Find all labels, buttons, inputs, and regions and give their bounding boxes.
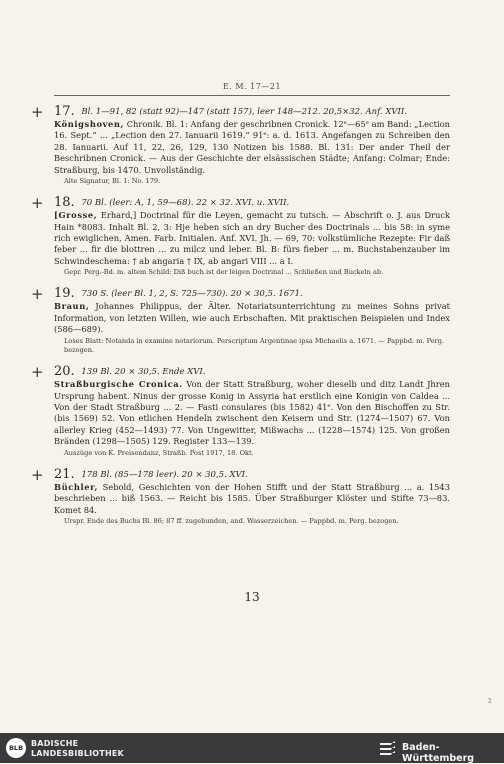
entry-author: Büchler, [54, 481, 99, 492]
entry-text: Johannes Philippus, der Älter. Notariatsunterrichtung zu meines Sohns privat Information, von letzten Willen, wie auch Erbschaften. Mit praktischen Beispielen und Index (586—689). [54, 301, 450, 335]
catalogue-entry-20 [31, 363, 450, 458]
entry-number: 20. [54, 364, 75, 380]
entry-note: Urspr. Ende des Buchs Bl. 86; 87 ff. zugebunden, and. Wasserzeichen. — Pappbd. m. Perg. bezogen. [64, 516, 399, 525]
running-header: E. M. 17—21 [222, 82, 282, 91]
plus-mark: + [31, 194, 44, 213]
entry-author: Königshoven, [54, 119, 125, 129]
state-name[interactable]: Baden-Württemberg [402, 742, 475, 764]
margin-mark: 2 [488, 698, 492, 705]
entry-heading [54, 287, 450, 301]
entry-description [54, 379, 450, 447]
entry-collation: 730 S. (leer Bl. 1, 2, S. 725—730). 20 × 30,5. 1671. [81, 289, 303, 300]
entry-heading [54, 105, 450, 119]
plus-mark: + [31, 363, 44, 382]
plus-mark: + [31, 465, 44, 484]
page-number: 13 [244, 590, 260, 604]
entry-note: Loses Blatt: Notanda in examine notariorum. Perscriptum Argentinae ipsa Michaelis a. 1671. — Pappbd. m. Perg. bezogen. [64, 336, 445, 354]
blb-logo-icon[interactable]: BLB [6, 738, 26, 758]
entry-title: Straßburgische Cronica. [54, 379, 183, 390]
catalogue-entry-19 [31, 285, 450, 355]
entry-collation: 70 Bl. (leer: A, 1, 59—68). 22 × 32. XVI. u. XVII. [81, 198, 290, 209]
catalogue-entries [31, 103, 450, 536]
entry-heading [54, 196, 450, 210]
entry-note: Auszüge von K. Preisendanz, Straßb. Post 1917, 18. Okt. [64, 448, 254, 457]
blb-library-name[interactable] [31, 739, 124, 758]
entry-text: Von der Statt Straßburg, woher dieselb und ditz Landt Jhren Ursprung habent. Ninus der grosse Konig in Assyria hat erstlich eine Konigin von Caldea ... Von der Stadt Straßburg ... 2. — Fasti consulares (bis 1582) 41ᵉ. Von den Bischoffen zu Str. (bis 1569) 52. Von etlichen Hendeln zwischent den Keisern und Str. (1274—1507) 67. Von allerley Krieg (452—1493) 77. Von Ungewitter, Mißwachs ... (1228—1574) 125. Von großen Bränden (1298—1505) 129. Register 133—139. [54, 379, 450, 447]
baden-wuerttemberg-lions-icon [378, 739, 398, 757]
entry-description [54, 301, 450, 335]
entry-number: 21. [54, 466, 75, 482]
plus-mark: + [31, 285, 44, 304]
entry-text: Chronik. Bl. 1: Anfang der geschribnen Cronick. 12ᵉ—65ᵉ am Band: „Lection 16. Sept.“ ... „Lection den 27. Ianuarii 1619.“ 91ᵉ: a. d. 1613. Angefangen zu Schreiben den 28. Ianuarii. Auf 11, 22, 26, 129, 130 Notizen bis 1588. Bl. 131: Der ander Theil der Beschribnen Cronick. — Aus der Geschichte der elsässischen Städte; Anfang: Colmar; Ende: Straßburg, bis 1470. Unvollständig. [54, 119, 450, 175]
entry-collation: 178 Bl. (85—178 leer). 20 × 30,5. XVI. [81, 469, 248, 480]
entry-collation: Bl. 1—91, 82 (statt 92)—147 (statt 157), leer 148—212. 20,5×32. Anf. XVII. [81, 107, 407, 117]
entry-text: Erhard,] Doctrinal für die Leyen, gemacht zu tutsch. — Abschrift o. J. aus Druck Hain *8083. Inhalt Bl. 2, 3: Hje heben sich an dry Bucher des Doctrinals ... bis 58: in syme rich ewiglichen, Amen. Farb. Initialen. Anf. XVI. Jh. — 69, 70: volkstümliche Rezepte: Fir daß feber ... fir die blottren ... zu milcz und leber. Bl. B: fürs fieber ... m. Buchstabenzauber im Schwindeschema: † ab angaria † IX, ab angari VIII ... a I. [54, 210, 450, 266]
entry-text: Sebold, Geschichten von der Hohen Stifft und der Statt Straßburg ... a. 1543 beschrieben ... biß 1563. — Reicht bis 1585. Über Straßburger Klöster und Stifte 73—83. Komet 84. [54, 481, 450, 515]
entry-number: 19. [54, 286, 75, 302]
entry-number: 18. [54, 195, 75, 211]
entry-author: Braun, [54, 301, 90, 312]
entry-note: Alte Signatur, Bl. 1: No. 179. [64, 177, 161, 186]
entry-description [54, 119, 450, 176]
entry-heading [54, 365, 450, 379]
catalogue-entry-21 [31, 465, 450, 526]
entry-collation: 139 Bl. 20 × 30,5. Ende XVI. [81, 367, 206, 378]
blb-name-line2: LANDESBIBLIOTHEK [31, 748, 124, 758]
entry-heading [54, 468, 450, 482]
header-rule [54, 95, 450, 96]
catalogue-entry-17 [31, 103, 450, 186]
plus-mark: + [31, 103, 44, 121]
catalogue-entry-18 [31, 194, 450, 277]
entry-description [54, 210, 450, 267]
entry-note: Gepr. Perg.-Bd. m. altem Schild: Diß buch ist der leigen Doctrinal ... Schließen und Buckeln ab. [64, 268, 384, 277]
entry-number: 17. [54, 104, 75, 119]
entry-description [54, 482, 450, 516]
entry-author: [Grosse, [54, 210, 98, 221]
footer-bar [0, 733, 504, 763]
blb-name-line1: BADISCHE [31, 739, 79, 748]
